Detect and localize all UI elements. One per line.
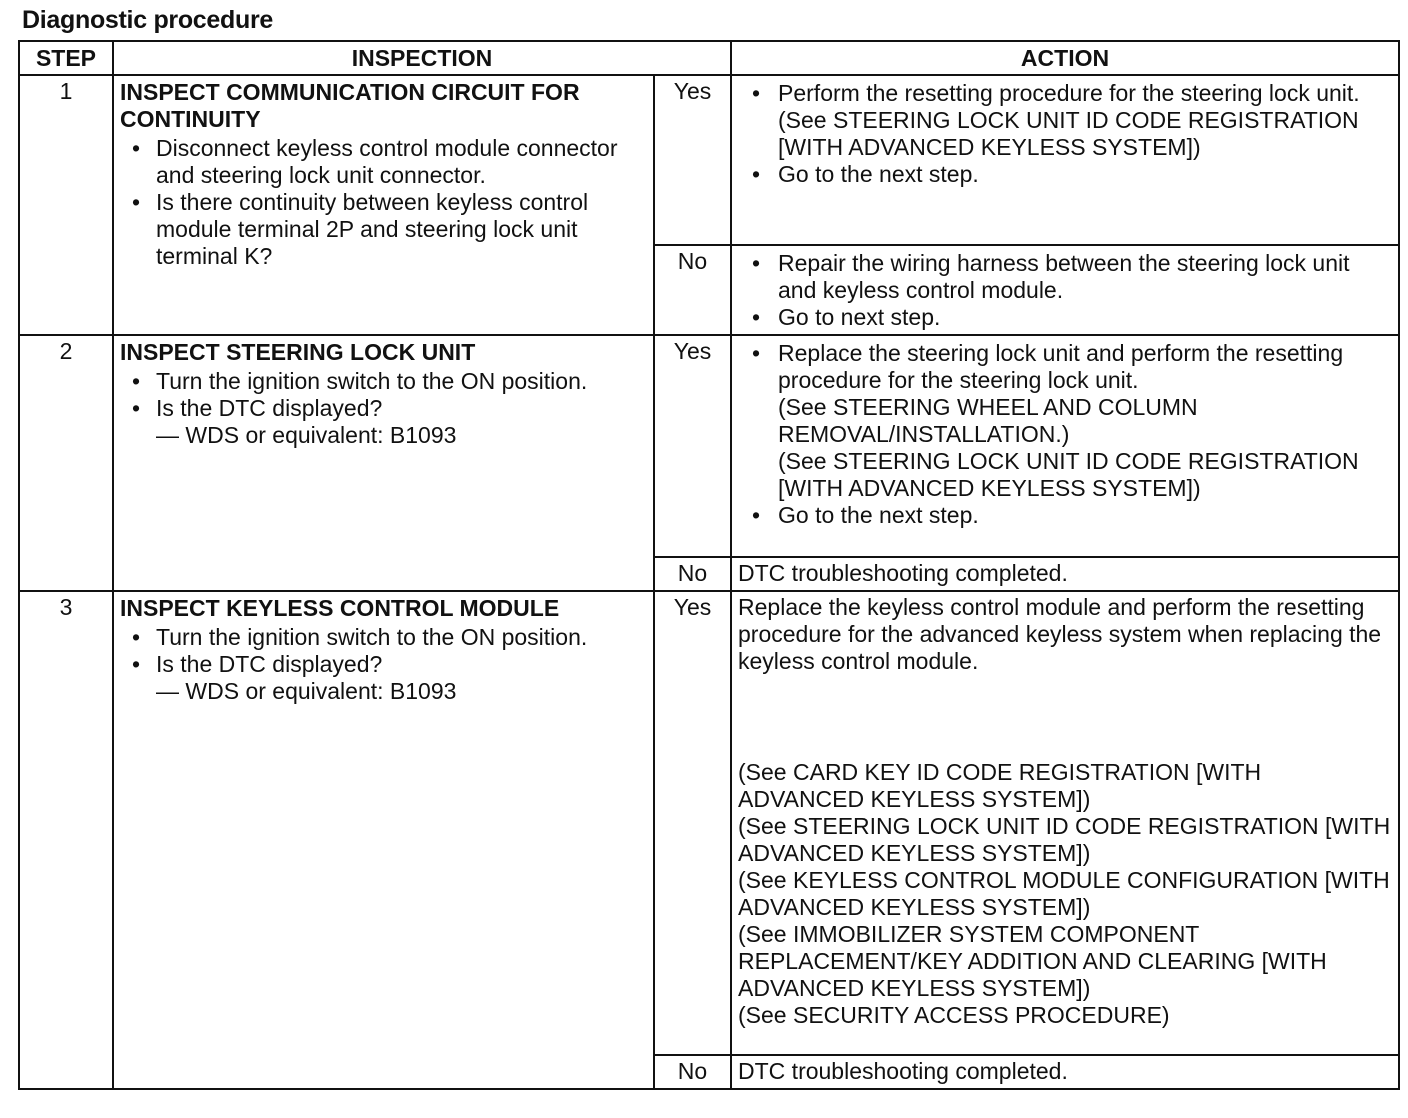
no-label: No xyxy=(654,557,731,591)
step-1-yes-action xyxy=(731,75,1399,245)
action-text: Replace the keyless control module and perform the resetting procedure for the advanced keyless system when replacing the keyless control module. xyxy=(738,594,1382,674)
step-2-no-action: DTC troubleshooting completed. xyxy=(731,557,1399,591)
step-2-yes-row xyxy=(19,335,1399,557)
yes-label: Yes xyxy=(654,335,731,557)
step-3-inspection xyxy=(113,591,654,1089)
action-bullet xyxy=(738,340,1392,502)
reference-text: (See STEERING WHEEL AND COLUMN REMOVAL/INSTALLATION.) xyxy=(778,394,1198,447)
step-3-no-action: DTC troubleshooting completed. xyxy=(731,1055,1399,1089)
no-label: No xyxy=(654,245,731,335)
step-3-yes-action xyxy=(731,591,1399,1055)
reference-text: (See STEERING LOCK UNIT ID CODE REGISTRATION [WITH ADVANCED KEYLESS SYSTEM]) xyxy=(778,448,1359,501)
action-text: Replace the steering lock unit and perform the resetting procedure for the steering lock unit. xyxy=(778,340,1344,393)
action-bullet: • Repair the wiring harness between the steering lock unit and keyless control module. xyxy=(738,250,1392,304)
step-heading: INSPECT KEYLESS CONTROL MODULE xyxy=(120,595,560,621)
yes-label: Yes xyxy=(654,75,731,245)
step-number: 1 xyxy=(19,75,113,335)
diagnostic-table xyxy=(18,40,1400,1090)
inspection-bullet: • Disconnect keyless control module connector and steering lock unit connector. xyxy=(120,135,647,189)
reference-text: (See CARD KEY ID CODE REGISTRATION [WITH ADVANCED KEYLESS SYSTEM]) xyxy=(738,759,1262,812)
reference-text: (See STEERING LOCK UNIT ID CODE REGISTRATION [WITH ADVANCED KEYLESS SYSTEM]) xyxy=(778,107,1359,160)
step-heading: INSPECT STEERING LOCK UNIT xyxy=(120,339,476,365)
step-3-yes-row xyxy=(19,591,1399,1055)
action-bullet: • Go to the next step. xyxy=(738,161,1392,188)
dtc-note: — WDS or equivalent: B1093 xyxy=(156,678,457,704)
inspection-bullet: • Turn the ignition switch to the ON position. xyxy=(120,624,647,651)
reference-text: (See SECURITY ACCESS PROCEDURE) xyxy=(738,1002,1170,1028)
action-bullet: • Go to next step. xyxy=(738,304,1392,331)
inspection-bullet: • Is the DTC displayed? xyxy=(120,651,647,678)
reference-text: (See KEYLESS CONTROL MODULE CONFIGURATION [WITH ADVANCED KEYLESS SYSTEM]) xyxy=(738,867,1390,920)
inspection-bullet: • Turn the ignition switch to the ON position. xyxy=(120,368,647,395)
header-step: STEP xyxy=(19,41,113,75)
header-inspection: INSPECTION xyxy=(113,41,731,75)
step-number: 2 xyxy=(19,335,113,591)
reference-text: (See STEERING LOCK UNIT ID CODE REGISTRATION [WITH ADVANCED KEYLESS SYSTEM]) xyxy=(738,813,1391,866)
no-label: No xyxy=(654,1055,731,1089)
page-title: Diagnostic procedure xyxy=(22,6,273,34)
inspection-bullet: • Is the DTC displayed? xyxy=(120,395,647,422)
step-heading: INSPECT COMMUNICATION CIRCUIT FOR CONTINUITY xyxy=(120,79,580,132)
header-action: ACTION xyxy=(731,41,1399,75)
step-number: 3 xyxy=(19,591,113,1089)
reference-text: (See IMMOBILIZER SYSTEM COMPONENT REPLACEMENT/KEY ADDITION AND CLEARING [WITH ADVANCED KEYLESS SYSTEM]) xyxy=(738,921,1327,1001)
inspection-bullet: • Is there continuity between keyless control module terminal 2P and steering lock unit terminal K? xyxy=(120,189,647,270)
action-bullet: • Go to the next step. xyxy=(738,502,1392,529)
action-text: Perform the resetting procedure for the steering lock unit. xyxy=(778,80,1360,106)
header-row xyxy=(19,41,1399,75)
yes-label: Yes xyxy=(654,591,731,1055)
step-2-yes-action xyxy=(731,335,1399,557)
step-1-inspection xyxy=(113,75,654,335)
dtc-note: — WDS or equivalent: B1093 xyxy=(156,422,457,448)
spacer xyxy=(738,675,1392,759)
step-1-no-action xyxy=(731,245,1399,335)
step-2-inspection xyxy=(113,335,654,591)
action-bullet xyxy=(738,80,1392,161)
step-1-yes-row xyxy=(19,75,1399,245)
